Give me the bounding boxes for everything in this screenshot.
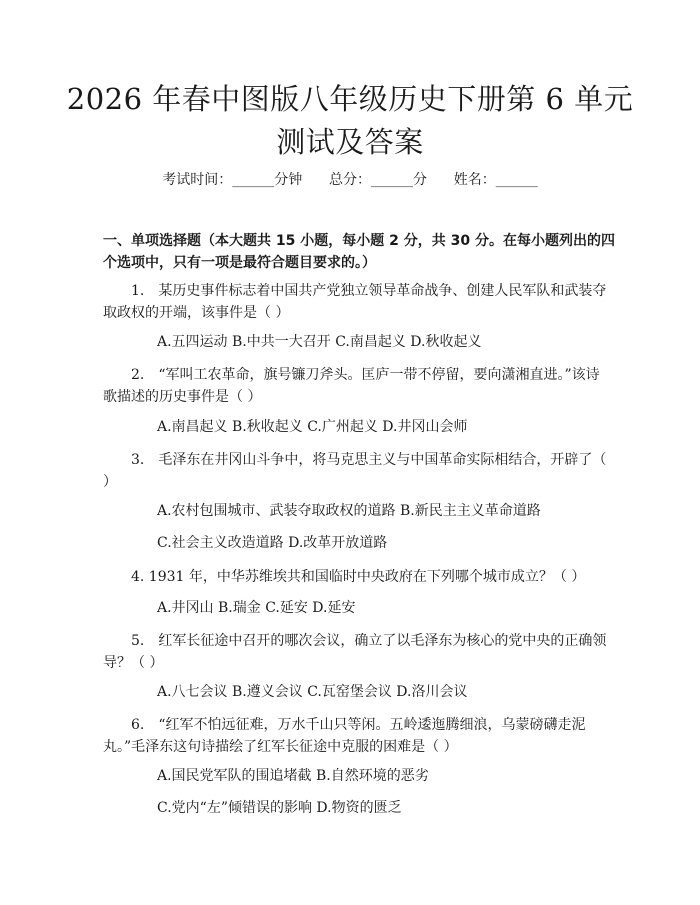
student-name-field: 姓名：______ [453, 172, 538, 188]
question-5-options: A.八七会议 B.遵义会议 C.瓦窑堡会议 D.洛川会议 [157, 684, 468, 700]
total-score-field: 总分：______分 [329, 172, 427, 188]
question-3-options-line-2: C.社会主义改造道路 D.改革开放道路 [157, 535, 388, 551]
section-heading: 一、单项选择题（本大题共 15 小题，每小题 2 分，共 30 分。在每小题列出的四个选项中，只有一项是最符合题目要求的。） [103, 233, 615, 271]
question-6: 6. “红军不怕远征难，万水千山只等闲。五岭逶迤腾细浪，乌蒙磅礴走泥丸。”毛泽东这句诗描绘了红军长征途中克服的困难是（ ） [103, 717, 586, 755]
question-6-options-line-1: A.国民党军队的围追堵截 B.自然环境的恶劣 [157, 768, 429, 784]
question-1-options: A.五四运动 B.中共一大召开 C.南昌起义 D.秋收起义 [157, 334, 482, 350]
question-1: 1. 某历史事件标志着中国共产党独立领导革命战争、创建人民军队和武装夺取政权的开端，该事件是（ ） [103, 283, 607, 321]
exam-title: 2026 年春中图版八年级历史下册第 6 单元测试及答案 [66, 82, 634, 159]
exam-time-field: 考试时间：______分钟 [162, 172, 303, 188]
question-4: 4. 1931 年，中华苏维埃共和国临时中央政府在下列哪个城市成立？（ ） [131, 569, 586, 585]
question-2: 2. “军叫工农革命，旗号镰刀斧头。匡庐一带不停留，要向潇湘直进。”该诗歌描述的历史事件是（ ） [103, 367, 600, 405]
question-2-options: A.南昌起义 B.秋收起义 C.广州起义 D.井冈山会师 [157, 419, 468, 435]
question-5: 5. 红军长征途中召开的哪次会议，确立了以毛泽东为核心的党中央的正确领导？（ ） [103, 633, 607, 671]
question-3-options-line-1: A.农村包围城市、武装夺取政权的道路 B.新民主主义革命道路 [157, 503, 541, 519]
question-4-options: A.井冈山 B.瑞金 C.延安 D.延安 [157, 600, 356, 616]
exam-meta [0, 170, 700, 190]
question-6-options-line-2: C.党内“左”倾错误的影响 D.物资的匮乏 [157, 800, 402, 816]
question-3: 3. 毛泽东在井冈山斗争中，将马克思主义与中国革命实际相结合，开辟了（ ） [103, 452, 607, 490]
